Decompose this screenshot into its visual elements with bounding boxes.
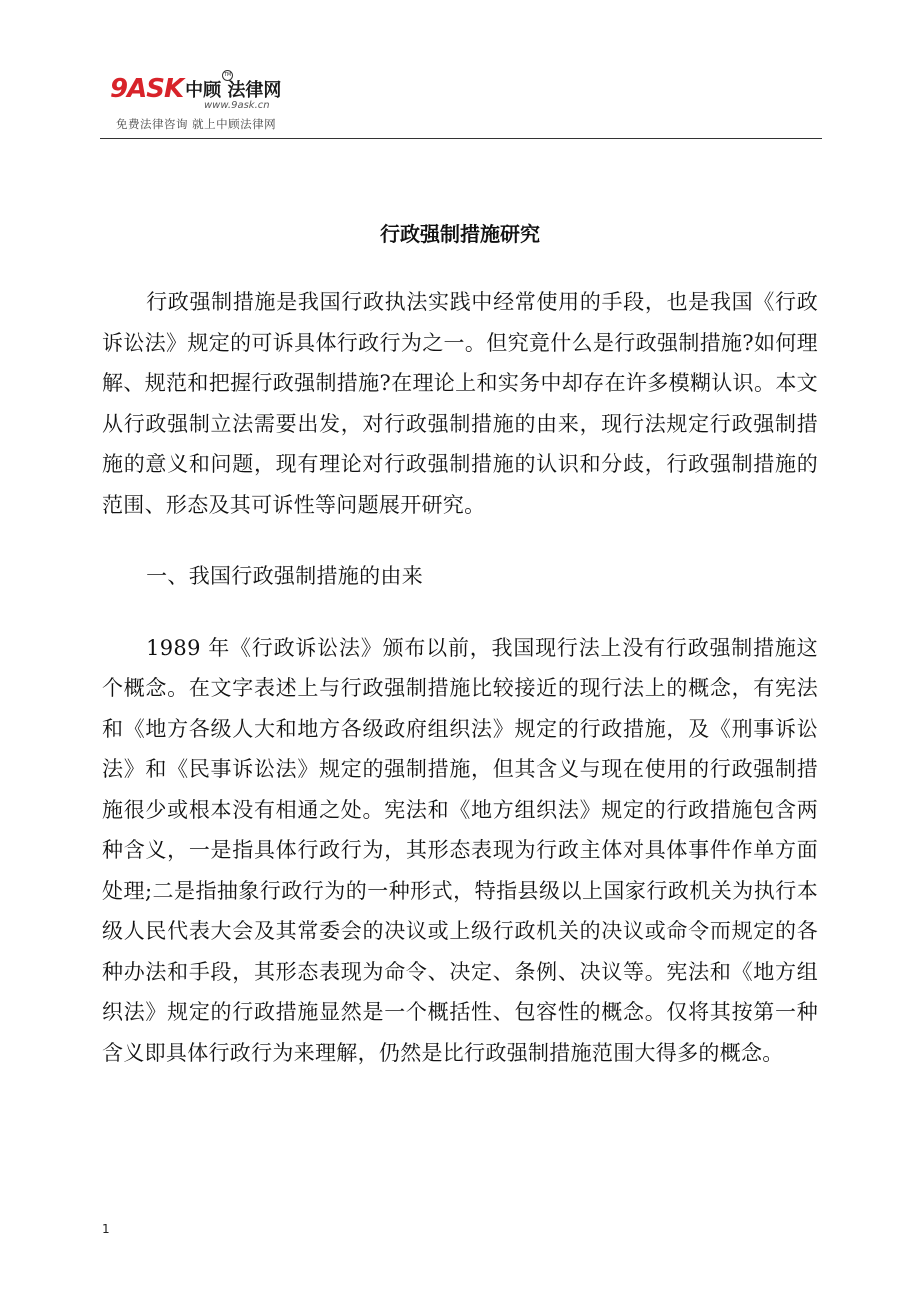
body-paragraph: 1989 年《行政诉讼法》颁布以前，我国现行法上没有行政强制措施这个概念。在文字表述上与行政强制措施比较接近的现行法上的概念，有宪法和《地方各级人大和地方各级政府组织法》规定的行政措施，及《刑事诉讼法》和《民事诉讼法》规定的强制措施，但其含义与现在使用的行政强制措施很少或根本没有相通之处。宪法和《地方组织法》规定的行政措施包含两种含义，一是指具体行政行为，其形态表现为行政主体对具体事件作单方面处理;二是指抽象行政行为的一种形式，特指县级以上国家行政机关为执行本级人民代表大会及其常委会的决议或上级行政机关的决议或命令而规定的各种办法和手段，其形态表现为命令、决定、条例、决议等。宪法和《地方组织法》规定的行政措施显然是一个概括性、包容性的概念。仅将其按第一种含义即具体行政行为来理解，仍然是比行政强制措施范围大得多的概念。: [102, 635, 818, 1065]
document-title: 行政强制措施研究: [380, 222, 540, 246]
page-number: 1: [102, 1222, 110, 1236]
document-body: [102, 282, 818, 1073]
site-slogan: 免费法律咨询 就上中顾法律网: [116, 117, 277, 131]
logo-url: www.9ask.cn: [204, 100, 270, 111]
logo-name: 中顾 法律网: [185, 80, 282, 101]
site-logo[interactable]: [110, 76, 281, 102]
intro-paragraph: 行政强制措施是我国行政执法实践中经常使用的手段，也是我国《行政诉讼法》规定的可诉具体行政行为之一。但究竟什么是行政强制措施?如何理解、规范和把握行政强制措施?在理论上和实务中却存在许多模糊认识。本文从行政强制立法需要出发，对行政强制措施的由来，现行法规定行政强制措施的意义和问题，现有理论对行政强制措施的认识和分歧，行政强制措施的范围、形态及其可诉性等问题展开研究。: [102, 290, 818, 517]
trademark-icon: TM: [222, 70, 233, 81]
section-heading: 一、我国行政强制措施的由来: [146, 564, 423, 588]
page-header: [100, 64, 822, 139]
logo-mark: 9ASK: [110, 74, 184, 104]
